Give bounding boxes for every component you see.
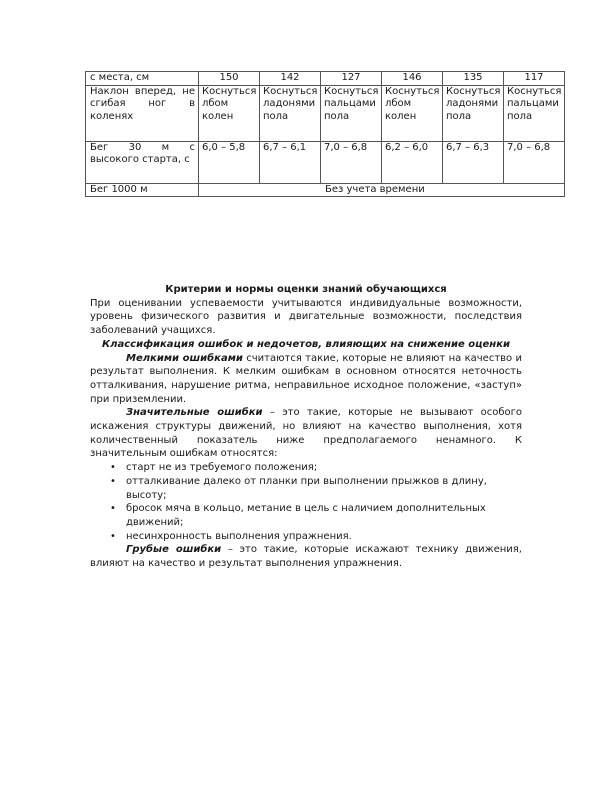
gross-errors-term: Грубые ошибки [126, 544, 222, 556]
table-cell: 135 [443, 72, 504, 86]
norms-table [85, 71, 565, 197]
table-cell-merged: Без учета времени [199, 183, 565, 197]
bullet-icon: • [110, 503, 116, 515]
list-item [90, 530, 522, 544]
row-label: Наклон вперед, не сгибая ног в коленях [86, 85, 199, 141]
table-cell: 6,2 – 6,0 [382, 141, 443, 183]
table-cell: Коснуться пальцами пола [321, 85, 382, 141]
minor-errors-paragraph [90, 352, 522, 407]
table-cell: 6,7 – 6,1 [260, 141, 321, 183]
list-item [90, 502, 522, 529]
minor-errors-text: считаются такие, которые не влияют на качество и результат выполнения. К мелким ошибкам в основном относятся неточность отталкивания, нарушение ритма, неправильное исходное положение, «заступ» при приземлении. [90, 352, 522, 405]
table-row [86, 183, 565, 197]
significant-errors-list [90, 461, 522, 543]
list-item [90, 461, 522, 475]
classification-title: Классификация ошибок и недочетов, влияющих на снижение оценки [101, 338, 511, 350]
bullet-icon: • [110, 462, 116, 474]
bullet-icon: • [110, 475, 116, 487]
table-cell: 142 [260, 72, 321, 86]
list-item-text: отталкивание далеко от планки при выполнении прыжков в длину, высоту; [126, 475, 487, 501]
intro-paragraph: При оценивании успеваемости учитываются индивидуальные возможности, уровень физического развития и двигательные возможности, последствия заболеваний учащихся. [90, 297, 522, 337]
list-item-text: бросок мяча в кольцо, метание в цель с наличием дополнительных движений; [126, 503, 486, 528]
table-cell: Коснуться пальцами пола [504, 85, 565, 141]
table-cell: Коснуться лбом колен [382, 85, 443, 141]
list-item-text: старт не из требуемого положения; [126, 462, 318, 474]
table-cell: 146 [382, 72, 443, 86]
row-label: с места, см [86, 72, 199, 86]
table-row [86, 141, 565, 183]
table-cell: 127 [321, 72, 382, 86]
row-label: Бег 1000 м [86, 183, 199, 197]
table-row [86, 85, 565, 141]
list-item-text: несинхронность выполнения упражнения. [126, 530, 352, 542]
table-cell: Коснуться лбом колен [199, 85, 260, 141]
criteria-section [90, 283, 522, 571]
table-cell: 6,0 – 5,8 [199, 141, 260, 183]
minor-errors-term: Мелкими ошибками [126, 352, 243, 364]
table-cell: 150 [199, 72, 260, 86]
gross-errors-paragraph [90, 543, 522, 570]
list-item [90, 475, 522, 502]
table-cell: 7,0 – 6,8 [321, 141, 382, 183]
significant-errors-text: – это такие, которые не вызывают особого искажения структуры движений, но влияют на качество выполнения, хотя количественный показатель ниже предполагаемого ненамного. К значительным ошибкам относятся: [90, 407, 522, 460]
gross-errors-text: – это такие, которые искажают технику движения, влияют на качество и результат выполнения упражнения. [90, 544, 522, 570]
table-cell: 7,0 – 6,8 [504, 141, 565, 183]
bullet-icon: • [110, 530, 116, 542]
table-cell: Коснуться ладонями пола [443, 85, 504, 141]
row-label: Бег 30 м с высокого старта, с [86, 141, 199, 183]
significant-errors-term: Значительные ошибки [126, 407, 263, 419]
table-cell: Коснуться ладонями пола [260, 85, 321, 141]
table-cell: 6,7 – 6,3 [443, 141, 504, 183]
section-title: Критерии и нормы оценки знаний обучающихся [165, 284, 447, 295]
significant-errors-paragraph [90, 406, 522, 461]
table-row [86, 72, 565, 86]
table-cell: 117 [504, 72, 565, 86]
